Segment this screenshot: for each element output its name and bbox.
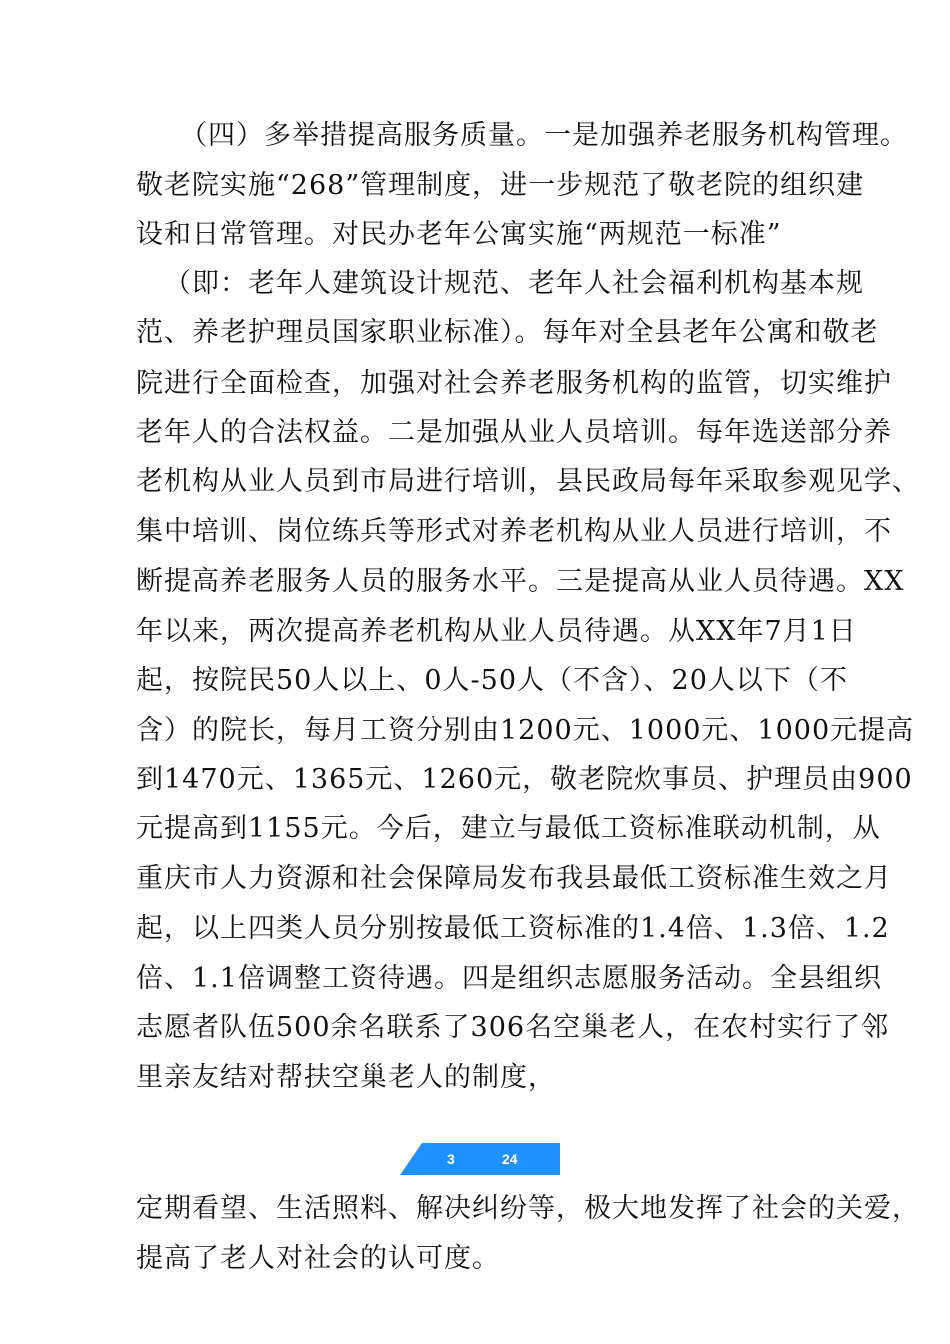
text-line: 老机构从业人员到市局进行培训，县民政局每年采取参观见学、	[136, 466, 920, 497]
text-line: 起，以上四类人员分别按最低工资标准的1.4倍、1.3倍、1.2	[136, 913, 890, 944]
text-line: 院进行全面检查，加强对社会养老服务机构的监管，切实维护	[136, 368, 892, 399]
text-line: 志愿者队伍500余名联系了306名空巢老人，在农村实行了邻	[136, 1012, 890, 1043]
text-line: （四）多举措提高服务质量。一是加强养老服务机构管理。	[180, 120, 908, 151]
text-line: 年以来，两次提高养老机构从业人员待遇。从XX年7月1日	[136, 616, 857, 647]
text-line: 到1470元、1365元、1260元，敬老院炊事员、护理员由900	[136, 764, 913, 795]
text-line: 倍、1.1倍调整工资待遇。四是组织志愿服务活动。全县组织	[136, 963, 882, 994]
text-line: 含）的院长，每月工资分别由1200元、1000元、1000元提高	[136, 715, 915, 746]
page-badge-shape	[400, 1143, 560, 1175]
page-number-badge	[400, 1143, 560, 1175]
total-page-count: 24	[502, 1151, 518, 1167]
text-line: 设和日常管理。对民办老年公寓实施“两规范一标准”	[136, 219, 782, 250]
text-line: 范、养老护理员国家职业标准）。每年对全县老年公寓和敬老	[136, 317, 879, 348]
text-line: 集中培训、岗位练兵等形式对养老机构从业人员进行培训，不	[136, 516, 892, 547]
text-line: 元提高到1155元。今后，建立与最低工资标准联动机制，从	[136, 813, 881, 844]
text-line: 起，按院民50人以上、0人-50人（不含）、20人以下（不	[136, 665, 848, 696]
text-line: 提高了老人对社会的认可度。	[136, 1243, 500, 1274]
text-line: 敬老院实施“268”管理制度，进一步规范了敬老院的组织建	[136, 170, 865, 201]
text-line: 里亲友结对帮扶空巢老人的制度，	[136, 1062, 556, 1093]
current-page-number: 3	[447, 1151, 455, 1167]
text-line: （即：老年人建筑设计规范、老年人社会福利机构基本规	[164, 268, 864, 299]
text-line: 老年人的合法权益。二是加强从业人员培训。每年选送部分养	[136, 417, 892, 448]
text-line: 定期看望、生活照料、解决纠纷等，极大地发挥了社会的关爱，	[136, 1193, 920, 1224]
text-line: 断提高养老服务人员的服务水平。三是提高从业人员待遇。XX	[136, 566, 905, 597]
text-line: 重庆市人力资源和社会保障局发布我县最低工资标准生效之月	[136, 863, 892, 894]
